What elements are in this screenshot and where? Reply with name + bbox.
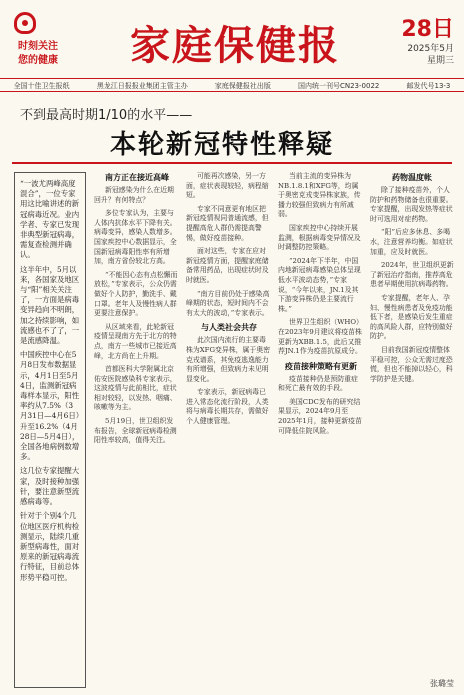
publication-info-bar (0, 78, 464, 92)
date-month: 2025年5月 (407, 44, 454, 54)
info-item: 黑龙江日报报业集团主管主办 (96, 82, 188, 90)
lead-paragraph: 中国疾控中心在5月8日发布数据显示，4月1日至5月4日，监测新冠病毒样本显示，阳性率约从7.5%（3月31日—4月6日）升至16.2%（4月28日—5月4日），全国各地病例数增多。 (20, 350, 80, 462)
body-paragraph: “不能因心态有点松懈而放松，”专家表示，公众仍需做好个人防护，勤洗手、戴口罩。老年人及慢性病人群更要注意保护。 (94, 270, 178, 318)
section-heading: 药物温度帐 (392, 173, 432, 182)
body-paragraph: 新冠感染为什么在近期回升？有何特点？ (94, 186, 174, 204)
body-paragraph: 此次国内流行的主要毒株为XFG变异株，属于奥密克戎谱系，其免疫逃逸能力有所增强，但致病力未见明显变化。 (186, 336, 271, 383)
info-item: 国内统一刊号CN23-0022 (297, 82, 380, 90)
weekday: 星期三 (426, 56, 454, 66)
masthead (0, 0, 464, 88)
lead-summary-box (14, 172, 86, 688)
body-paragraph: 5月19日，世卫组织发布报告，全球新冠病毒检测阳性率较高，值得关注。 (94, 417, 177, 445)
info-item: 全国十佳卫生报纸 (13, 82, 70, 90)
article-column-2 (186, 172, 272, 672)
body-paragraph: 疫苗接种仍是预防重症和死亡最有效的手段。 (278, 374, 358, 393)
newspaper-title: 家庭保健报 (130, 22, 340, 69)
body-paragraph: 多位专家认为，主要与人体内抗体水平下降有关。病毒变异，感染人数增多。国家疾控中心数据显示，全国新冠病毒阳性率有所增加，南方省份较北方高。 (94, 209, 177, 266)
body-paragraph: 可能再次感染，另一方面，症状表现较轻，病程缩短。 (186, 172, 269, 200)
info-item: 邮发代号13-3 (406, 82, 451, 90)
issue-date (386, 12, 454, 67)
lead-paragraph: 这半年中，5月以来，各国家及地区与“阳”相关关注了，一方面是病毒变异趋向不明朗，加之持续影响，如流感也不了了，一是流感降温。 (20, 264, 80, 346)
body-paragraph: 美国CDC发布的研究结果显示，2024年9月至2025年1月，接种更新疫苗可降低住院风险。 (278, 397, 362, 435)
lead-paragraph: 针对于个别4个几位地区医疗机构检测显示，陆续几重新型病毒性，面对原来的新冠病毒流行特征，目前总体形势平稳可控。 (20, 511, 80, 582)
section-heading: 南方正在接近高峰 (105, 173, 169, 182)
info-item: 家庭保健报社出版 (214, 82, 271, 90)
section-heading: 与人类社会共存 (201, 323, 257, 333)
article-kicker: 不到最高时期1/10的水平—— (20, 108, 193, 123)
body-paragraph: 国家疾控中心持续开展监测，根据病毒变异情况及时调整防控策略。 (278, 223, 361, 252)
body-paragraph: 从区域来看，此轮新冠疫情呈现南方先于北方的特点，南方一些城市已接近高峰，北方尚在上升期。 (94, 322, 177, 360)
body-paragraph: 专家表示，新冠病毒已进入常态化流行阶段，人类将与病毒长期共存，需做好个人健康管理。 (186, 388, 269, 426)
lead-paragraph: 这几位专家提醒大家，及时接种加强针，要注意新型流感病毒等。 (20, 466, 80, 507)
body-paragraph: “南方目前仍处于感染高峰期的状态，短时间内不会有太大的波动，”专家表示。 (186, 289, 270, 317)
article-headline: 本轮新冠特性释疑 (110, 130, 335, 160)
headline-divider (12, 162, 452, 164)
slogan: 时刻关注 您的健康 (18, 41, 58, 66)
body-paragraph: 首都医科大学附属北京佑安医院感染科专家表示，这波疫情与此前相比，症状相对较轻，以发热、咽痛、咳嗽等为主。 (94, 365, 177, 412)
body-paragraph: 专家不同意更有地区把新冠疫情视同普通流感，但提醒高危人群仍需提高警惕，做好疫苗接种。 (186, 204, 269, 242)
body-paragraph: 2024年，世卫组织更新了新冠治疗指南，推荐高危患者早期使用抗病毒药物。 (370, 261, 454, 289)
article-column-3 (278, 172, 364, 672)
body-paragraph: “阳”后应多休息、多喝水，注意营养均衡。如症状加重，应及时就医。 (370, 228, 453, 256)
body-paragraph: 除了接种疫苗外，个人防护和药物储备也很重要。专家提醒，出现发热等症状时可选用对症药物。 (370, 186, 453, 223)
body-paragraph: 当前主流的变异株为NB.1.8.1和XFG等，均属于奥密克戎变异株家族，传播力较强但致病力有所减弱。 (278, 172, 361, 219)
date-day: 28日 (401, 17, 454, 42)
body-paragraph: 面对这些，专家在应对新冠疫情方面，提醒家庭储备常用药品，出现症状时及时就医。 (186, 247, 269, 284)
body-paragraph: 世界卫生组织（WHO）在2023年9月建议将疫苗株更新为XBB.1.5，此后又推荐JN.1作为疫苗抗原成分。 (278, 318, 363, 356)
author-byline: 张璐莹 (430, 679, 454, 688)
body-paragraph: 专家提醒，老年人、孕妇、慢性病患者及免疫功能低下者，是感染后发生重症的高风险人群，应特别做好防护。 (370, 293, 453, 341)
article-column-4 (370, 172, 454, 672)
body-paragraph: “2024年下半年，中国内地新冠病毒感染总体呈现低水平波动态势，”专家说，“今年以来，JN.1及其下游变异株仍是主要流行株。” (278, 256, 361, 313)
article-column-1 (94, 172, 180, 672)
body-paragraph: 目前我国新冠疫情整体平稳可控，公众无需过度恐慌，但也不能掉以轻心，科学防护是关键。 (370, 345, 453, 383)
newspaper-logo-icon (14, 12, 36, 34)
lead-paragraph: “一波尤两峰高度混合”，一位专家用这比喻讲述的新冠病毒近况。业内学者、专家已发现非典型新冠病毒，需复查检测并确认。 (20, 179, 80, 260)
section-heading: 疫苗接种策略有更新 (285, 361, 357, 371)
